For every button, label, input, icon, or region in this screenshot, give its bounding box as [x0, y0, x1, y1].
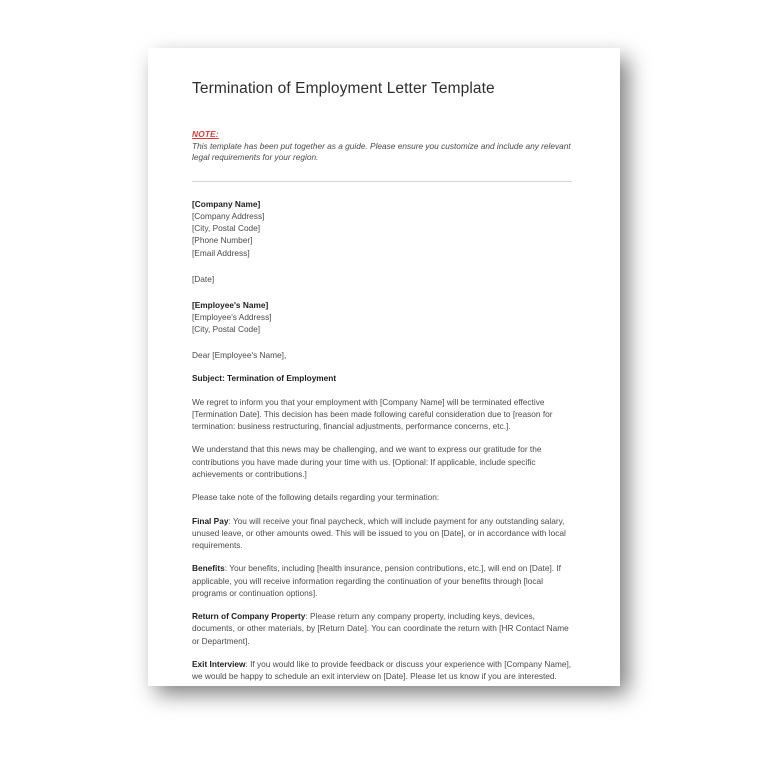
salutation: Dear [Employee's Name], — [192, 350, 287, 361]
employee-name: [Employee's Name] — [192, 299, 269, 310]
page-title: Termination of Employment Letter Template — [192, 80, 495, 97]
date-line: [Date] — [192, 273, 215, 284]
detail-benefits-text: : Your benefits, including [health insurance, pension contributions, etc.], will end on [Date]. If applicable, you will receive information regarding the continuation of your benefits through [local programs or continuation options]. — [192, 563, 561, 598]
note-text: This template has been put together as a guide. Please ensure you customize and include any relevant legal requirements for your region. — [192, 140, 571, 163]
company-address-block — [192, 198, 572, 259]
detail-exit-interview-text: : If you would like to provide feedback or discuss your experience with [Company Name], we would be happy to schedule an exit interview on [Date]. Please let us know if you are interested. — [192, 658, 572, 682]
company-phone: [Phone Number] — [192, 235, 253, 246]
document-page — [148, 48, 620, 686]
detail-exit-interview — [192, 658, 572, 683]
detail-return-property-label: Return of Company Property — [192, 611, 306, 622]
employee-address: [Employee's Address] — [192, 311, 272, 322]
company-address: [Company Address] — [192, 211, 265, 222]
body-paragraph-3: Please take note of the following details regarding your termination: — [192, 492, 440, 503]
detail-exit-interview-label: Exit Interview — [192, 658, 246, 669]
company-city-postal: [City, Postal Code] — [192, 223, 261, 234]
company-email: [Email Address] — [192, 247, 250, 258]
detail-return-property — [192, 610, 572, 647]
header-divider — [192, 181, 572, 182]
subject-line: Subject: Termination of Employment — [192, 373, 337, 384]
company-name: [Company Name] — [192, 199, 261, 210]
note-label: NOTE: — [192, 128, 219, 139]
body-paragraph-1: We regret to inform you that your employment with [Company Name] will be terminated effective [Termination Date]. This decision has been made following careful consideration due to [reason for termination: business restructuring, financial adjustments, performance concerns, etc.]. — [192, 396, 553, 432]
employee-address-block — [192, 299, 572, 335]
detail-final-pay — [192, 515, 572, 552]
detail-return-property-text: : Please return any company property, including keys, devices, documents, or other materials, by [Return Date]. You can coordinate the return with [HR Contact Name or Department]. — [192, 611, 569, 646]
detail-final-pay-text: : You will receive your final paycheck, which will include payment for any outstanding salary, unused leave, or other amounts owed. This will be issued to you on [Date], or in accordance with local requirements. — [192, 515, 566, 551]
document-content — [192, 80, 572, 682]
detail-final-pay-label: Final Pay — [192, 515, 229, 526]
detail-benefits — [192, 562, 572, 599]
body-paragraph-2: We understand that this news may be challenging, and we want to express our gratitude for the contributions you have made during your time with us. [Optional: If applicable, include specific achievements or contributions.] — [192, 444, 542, 479]
note-section — [192, 129, 572, 165]
date-block — [192, 273, 572, 285]
employee-city-postal: [City, Postal Code] — [192, 324, 261, 335]
detail-benefits-label: Benefits — [192, 563, 225, 574]
